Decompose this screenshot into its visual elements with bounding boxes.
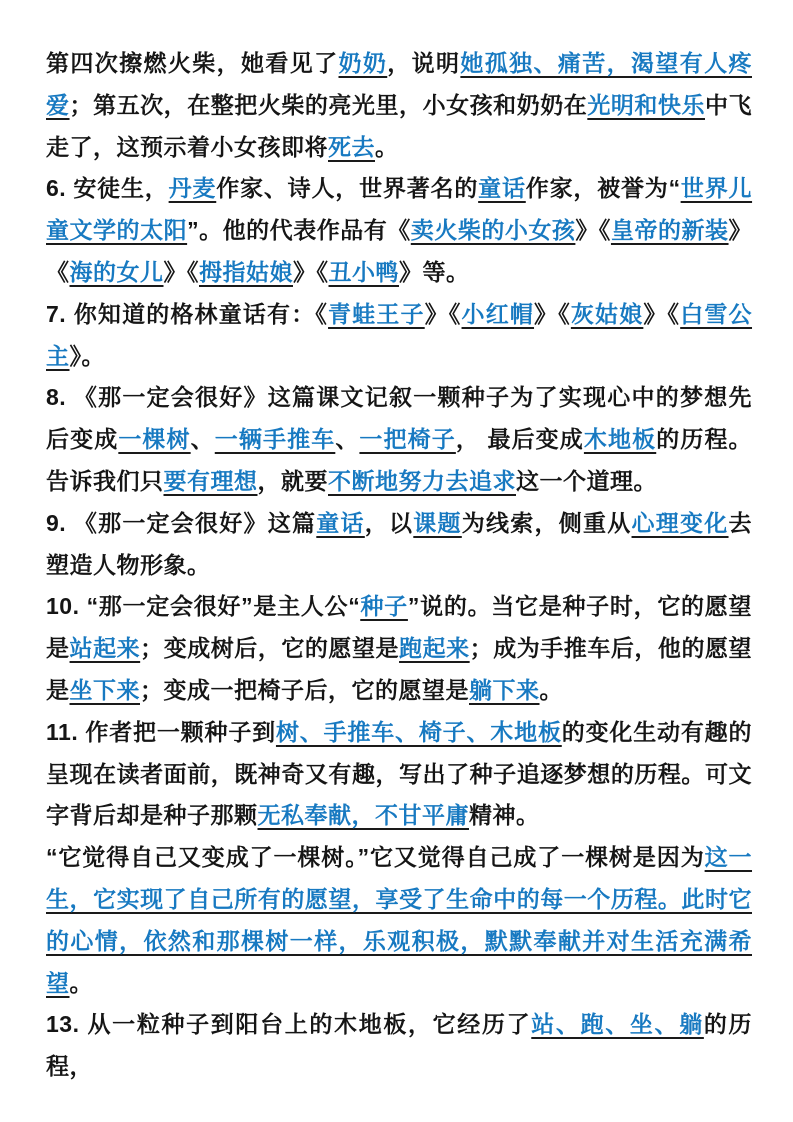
highlighted-answer: 海的女儿 [69, 258, 164, 285]
text-segment: 8. 《那一定会很好》这篇课文记叙一颗种子为了实现心中的梦想先后变成 [46, 384, 752, 453]
text-segment: ，以 [364, 509, 414, 536]
highlighted-answer: 丹麦 [168, 175, 217, 202]
text-segment: 11. 作者把一颗种子到 [46, 718, 276, 745]
text-segment: 》《 [575, 217, 611, 244]
paragraph-item-8-seed-journey [46, 377, 752, 502]
highlighted-answer: 她孤独、痛苦，渴望有人疼爱 [46, 50, 752, 118]
highlighted-answer: 丑小鸭 [328, 258, 399, 285]
highlighted-answer: 不断地努力去追求 [328, 467, 516, 494]
highlighted-answer: 一辆手推车 [214, 426, 336, 453]
text-segment: 》《 [643, 300, 681, 327]
paragraph-item-6-andersen [46, 168, 752, 293]
highlighted-answer: 跑起来 [399, 635, 470, 662]
text-segment: ；变成树后，它的愿望是 [140, 635, 400, 662]
text-segment: 》。 [69, 342, 105, 369]
text-segment: 去塑造人物形象。 [46, 509, 753, 578]
paragraph-item-11-spirit [46, 712, 752, 837]
highlighted-answer: 站起来 [69, 635, 141, 662]
highlighted-answer: 卖火柴的小女孩 [410, 217, 576, 244]
text-segment: 为线索，侧重从 [461, 509, 632, 536]
highlighted-answer: 躺下来 [469, 676, 540, 703]
highlighted-answer: 世界儿童文学的太阳 [46, 175, 753, 244]
text-segment: 作家，被誉为“ [525, 175, 681, 202]
text-segment: ，说明 [387, 50, 461, 76]
highlighted-answer: 皇帝的新装 [610, 217, 729, 244]
text-segment: ”。他的代表作品有《 [187, 217, 411, 244]
text-segment: 》《 [163, 258, 199, 285]
text-segment: 10. “那一定会很好”是主人公“ [46, 593, 361, 620]
highlighted-answer: 一把椅子 [359, 426, 456, 453]
text-segment: 9. 《那一定会很好》这篇 [46, 509, 317, 536]
paragraph-item-13-process [46, 1004, 752, 1088]
highlighted-answer: 青蛙王子 [328, 300, 425, 327]
highlighted-answer: 光明和快乐 [587, 91, 705, 118]
highlighted-answer: 奶奶 [338, 50, 388, 76]
paragraph-item-10-wishes [46, 586, 752, 711]
text-segment: 的变化生动有趣的呈现在读者面前，既神奇又有趣，写出了种子追逐梦想的历程。可文字背后却是种子那颗 [46, 718, 752, 829]
highlighted-answer: 童话 [316, 509, 365, 536]
highlighted-answer: 站、跑、坐、躺 [531, 1011, 704, 1038]
highlighted-answer: 心理变化 [631, 509, 729, 536]
highlighted-answer: 木地板 [583, 426, 657, 453]
text-segment: 》《 [534, 300, 571, 327]
text-segment: ；第五次，在整把火柴的亮光里，小女孩和奶奶在 [69, 91, 588, 118]
text-segment: ”说的。当它是种子时，它的愿望是 [46, 593, 752, 662]
paragraph-item-9-clue [46, 503, 752, 587]
text-segment: 。 [375, 133, 399, 160]
paragraph-match-girl-continuation [46, 43, 752, 168]
highlighted-answer: 这一生，它实现了自己所有的愿望，享受了生命中的每一个历程。此时它的心情，依然和那棵树一样，乐观积极，默默奉献并对生活充满希望 [46, 844, 753, 996]
text-segment: ，就要 [257, 467, 328, 494]
text-segment: 、 [335, 426, 360, 453]
text-segment: 13. 从一粒种子到阳台上的木地板，它经历了 [46, 1011, 532, 1038]
text-segment: “它觉得自己又变成了一棵树。”它又觉得自己成了一棵树是因为 [46, 844, 705, 871]
document-body [46, 43, 752, 1088]
highlighted-answer: 树、手推车、椅子、木地板 [275, 718, 562, 745]
highlighted-answer: 童话 [478, 175, 526, 202]
text-segment: 这一个道理。 [516, 467, 657, 494]
highlighted-answer: 种子 [360, 593, 408, 620]
paragraph-item-12-quote-analysis [46, 837, 752, 1004]
text-segment: 作家、诗人，世界著名的 [216, 175, 479, 202]
text-segment: ， 最后变成 [455, 426, 584, 453]
text-segment: 》《 [424, 300, 462, 327]
highlighted-answer: 白雪公主 [46, 300, 753, 369]
text-segment: 7. 你知道的格林童话有：《 [46, 300, 329, 327]
highlighted-answer: 灰姑娘 [570, 300, 644, 327]
highlighted-answer: 无私奉献，不甘平庸 [257, 802, 469, 829]
highlighted-answer: 拇指姑娘 [199, 258, 293, 285]
highlighted-answer: 坐下来 [69, 676, 140, 703]
text-segment: 中飞走了，这预示着小女孩即将 [46, 91, 753, 160]
highlighted-answer: 要有理想 [163, 467, 258, 494]
text-segment: 、 [190, 426, 215, 453]
text-segment: 精神。 [469, 802, 540, 829]
paragraph-item-7-grimm [46, 294, 752, 378]
text-segment: 》等。 [399, 258, 470, 285]
text-segment: 第四次擦燃火柴，她看见了 [46, 50, 339, 76]
text-segment: 的历程。告诉我们只 [46, 426, 753, 494]
text-segment: 6. 安徒生， [46, 175, 169, 202]
highlighted-answer: 死去 [328, 133, 375, 160]
text-segment: 》《 [46, 217, 753, 285]
text-segment: 。 [539, 676, 563, 703]
text-segment: 的历程， [46, 1011, 753, 1080]
text-segment: 。 [69, 969, 93, 996]
text-segment: 》《 [293, 258, 329, 285]
highlighted-answer: 课题 [413, 509, 462, 536]
text-segment: ；成为手推车后，他的愿望是 [46, 635, 753, 703]
highlighted-answer: 一棵树 [118, 426, 191, 453]
text-segment: ；变成一把椅子后，它的愿望是 [140, 676, 469, 703]
highlighted-answer: 小红帽 [461, 300, 535, 327]
